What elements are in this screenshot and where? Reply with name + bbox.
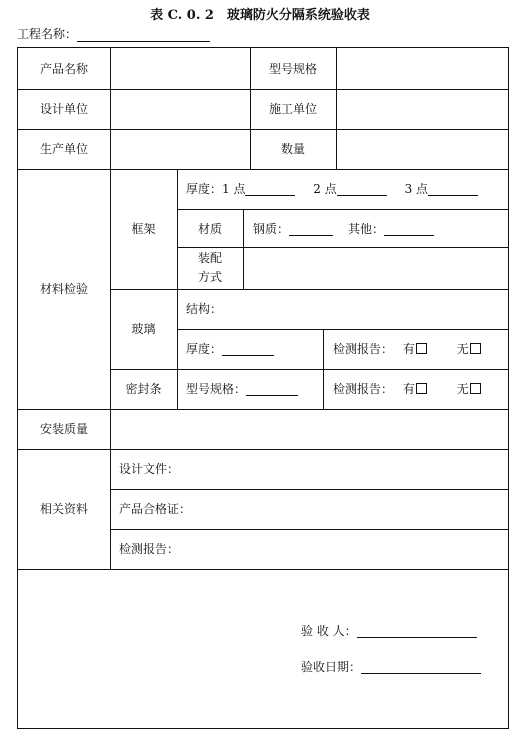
glass-report-none-label: 无: [456, 342, 469, 356]
thickness-point2-blank[interactable]: [337, 195, 387, 196]
acceptance-date-blank[interactable]: [361, 673, 481, 674]
glass-structure-label: 结构：: [186, 302, 223, 316]
acceptor-blank[interactable]: [357, 637, 477, 638]
row-divider: [18, 569, 508, 570]
project-name-label: 工程名称：: [17, 27, 78, 41]
acceptance-date-label: 验收日期：: [301, 660, 362, 674]
column-divider: [323, 329, 324, 409]
row-divider: [18, 89, 508, 90]
thickness-point3-blank[interactable]: [428, 195, 478, 196]
production-unit-label: 生产单位: [39, 142, 88, 156]
row-divider: [18, 409, 508, 410]
row-divider: [177, 247, 508, 248]
column-divider: [243, 209, 244, 289]
steel-field[interactable]: [253, 222, 333, 236]
glass-thickness-label: 厚度：: [186, 342, 223, 356]
construction-unit-label: 施工单位: [268, 102, 317, 116]
related-report-label: 检测报告：: [119, 542, 180, 556]
frame-material-label: 材质: [197, 222, 222, 236]
row-divider: [18, 449, 508, 450]
seal-report-label: 检测报告：: [333, 382, 394, 396]
related-docs-label: 相关资料: [39, 502, 88, 516]
seal-report-field: [333, 382, 481, 396]
seal-model-label: 型号规格：: [186, 382, 247, 396]
other-blank[interactable]: [384, 235, 434, 236]
install-quality-label: 安装质量: [39, 422, 88, 436]
row-divider: [110, 289, 508, 290]
glass-report-none-checkbox[interactable]: [470, 343, 481, 354]
other-material-field[interactable]: [348, 222, 434, 236]
frame-thickness-row: [186, 182, 478, 196]
column-divider: [110, 48, 111, 169]
seal-report-has-checkbox[interactable]: [416, 383, 427, 394]
glass-report-has-label: 有: [402, 342, 415, 356]
glass-thickness-field[interactable]: [186, 342, 274, 356]
seal-report-none-label: 无: [456, 382, 469, 396]
thickness-point2-label: 2 点: [313, 182, 337, 196]
steel-blank[interactable]: [289, 235, 333, 236]
glass-label: 玻璃: [131, 322, 156, 336]
certificate-label: 产品合格证：: [119, 502, 192, 516]
row-divider: [177, 329, 508, 330]
glass-report-label: 检测报告：: [333, 342, 394, 356]
seal-model-blank[interactable]: [246, 395, 298, 396]
acceptor-field[interactable]: [301, 624, 477, 638]
steel-label: 钢质：: [253, 222, 290, 236]
other-label: 其他：: [348, 222, 385, 236]
thickness-point1-blank[interactable]: [245, 195, 295, 196]
row-divider: [110, 489, 508, 490]
seal-report-none-checkbox[interactable]: [470, 383, 481, 394]
row-divider: [110, 369, 508, 370]
design-doc-label: 设计文件：: [119, 462, 180, 476]
acceptor-label: 验 收 人：: [301, 624, 357, 638]
seal-report-has-label: 有: [402, 382, 415, 396]
glass-report-has-checkbox[interactable]: [416, 343, 427, 354]
project-name-blank[interactable]: [77, 41, 210, 42]
frame-label: 框架: [131, 222, 156, 236]
row-divider: [18, 129, 508, 130]
quantity-label: 数量: [280, 142, 305, 156]
column-divider: [177, 169, 178, 409]
table-title: 表 C. 0. 2 玻璃防火分隔系统验收表: [150, 8, 370, 23]
assembly-method-label-1: 装配: [197, 251, 222, 265]
row-divider: [18, 169, 508, 170]
thickness-point3-label: 3 点: [404, 182, 429, 196]
thickness-point1-label: 厚度：1 点: [186, 182, 246, 196]
glass-thickness-blank[interactable]: [222, 355, 274, 356]
assembly-method-label-2: 方式: [197, 270, 222, 284]
row-divider: [110, 529, 508, 530]
seal-model-field[interactable]: [186, 382, 298, 396]
seal-strip-label: 密封条: [125, 382, 162, 396]
project-name-field[interactable]: [17, 25, 210, 42]
acceptance-date-field[interactable]: [301, 660, 481, 674]
column-divider: [336, 48, 337, 169]
material-inspection-label: 材料检验: [39, 282, 88, 296]
acceptance-form-table: [17, 47, 509, 729]
glass-report-field: [333, 342, 481, 356]
model-spec-label: 型号规格: [268, 62, 317, 76]
product-name-label: 产品名称: [39, 62, 88, 76]
design-unit-label: 设计单位: [39, 102, 88, 116]
row-divider: [177, 209, 508, 210]
